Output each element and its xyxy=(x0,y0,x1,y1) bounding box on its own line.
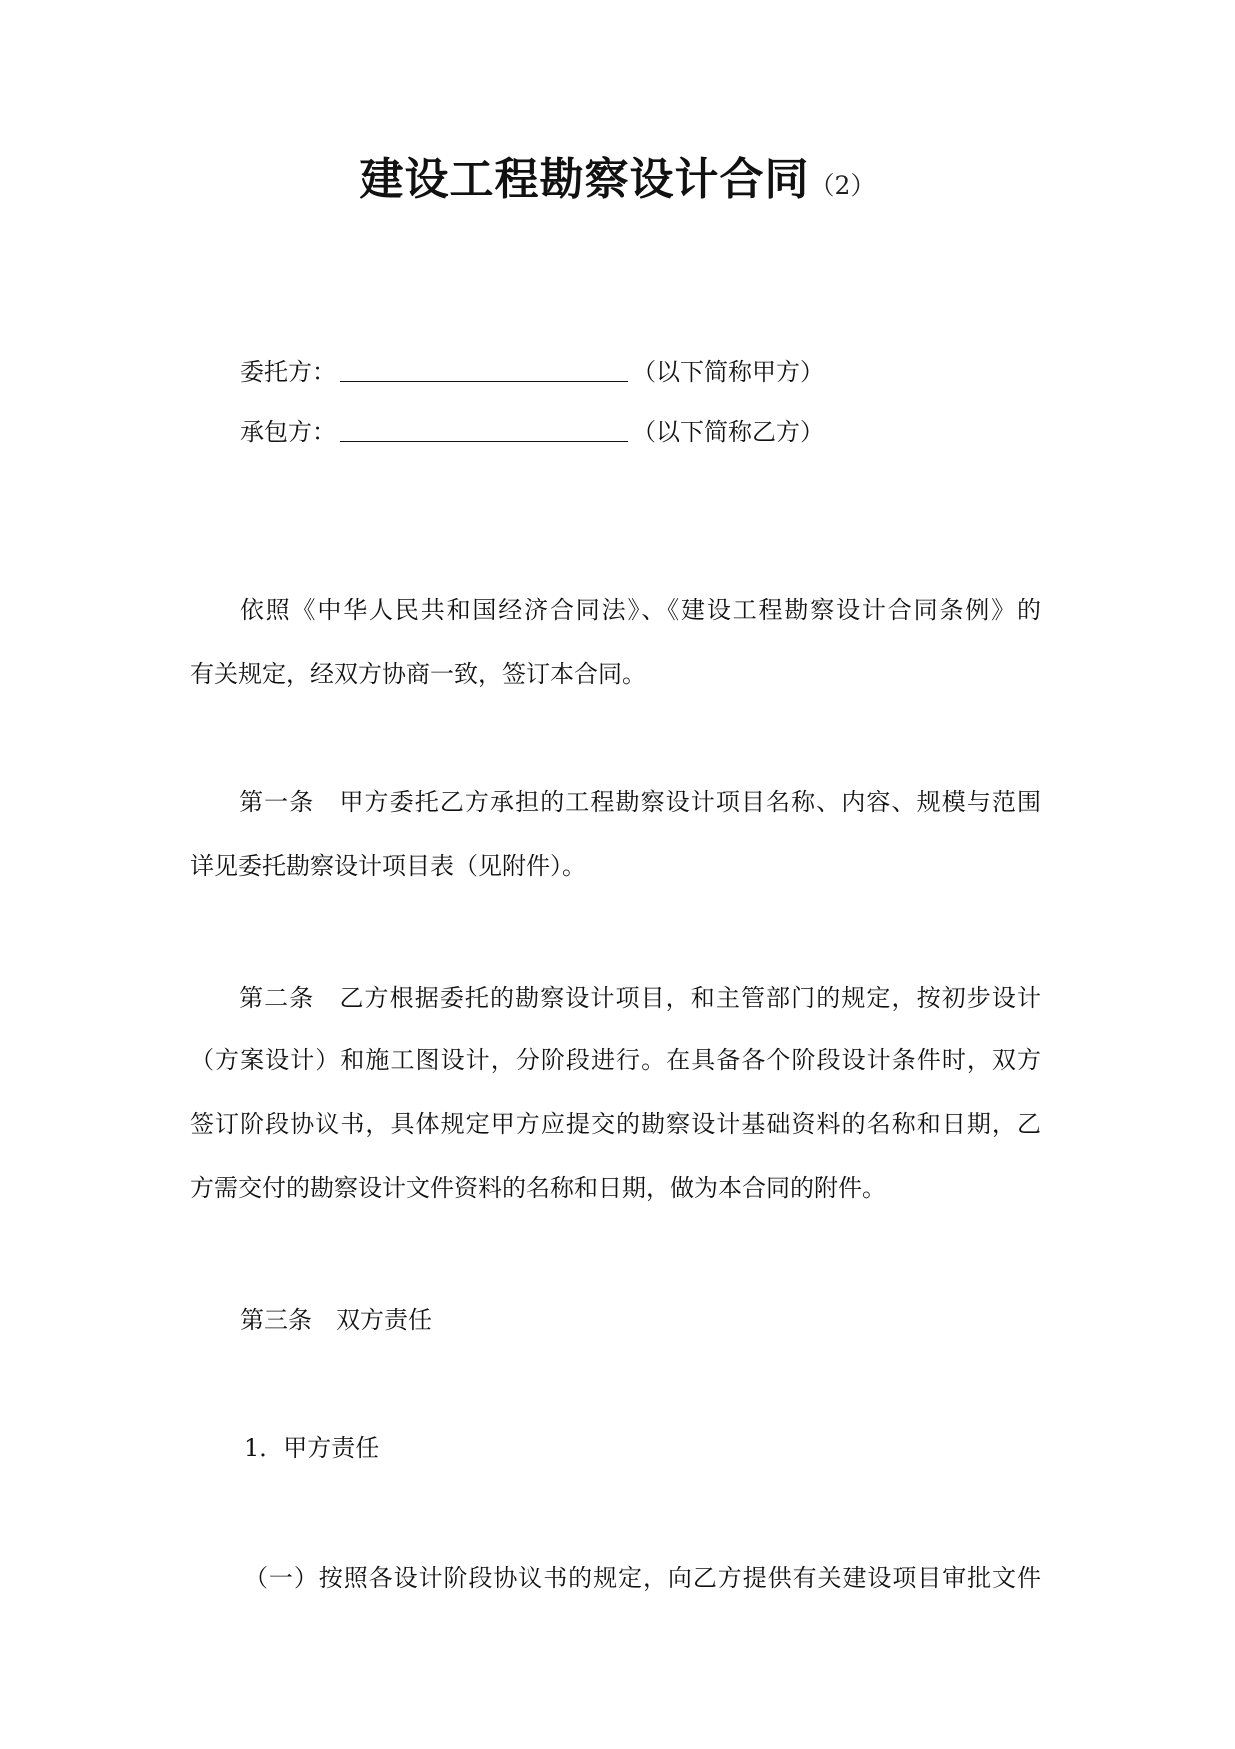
article-2-line-2 xyxy=(190,1042,1041,1078)
party-contractor-blank xyxy=(340,415,628,442)
article-1-line-1 xyxy=(190,784,1041,820)
party-contractor-label: 承包方： xyxy=(240,418,336,446)
article-2-line-4: 方需交付的勘察设计文件资料的名称和日期，做为本合同的附件。 xyxy=(190,1174,886,1202)
article-1-line-2: 详见委托勘察设计项目表（见附件）。 xyxy=(190,852,586,880)
article-3-heading: 第三条 xyxy=(240,1306,312,1334)
document-title xyxy=(0,150,1235,219)
party-client-note: （以下简称甲方） xyxy=(632,358,824,386)
party-client-label: 委托方： xyxy=(240,358,336,386)
title-main: 建设工程勘察设计合同 xyxy=(359,154,810,205)
article-3-item-1 xyxy=(244,1560,1041,1596)
party-contractor-line xyxy=(240,414,824,450)
article-1-text-1: 甲方委托乙方承担的工程勘察设计项目名称、内容、规模与范围 xyxy=(338,788,1041,816)
article-3-section-1: 1．甲方责任 xyxy=(244,1434,380,1462)
article-2-text-2: （方案设计）和施工图设计，分阶段进行。在具备各个阶段设计条件时，双方 xyxy=(190,1046,1041,1074)
preamble-text-1: 依照《中华人民共和国经济合同法》、《建设工程勘察设计合同条例》的 xyxy=(238,596,1041,624)
preamble-line-2: 有关规定，经双方协商一致，签订本合同。 xyxy=(190,660,646,688)
article-1-heading: 第一条 xyxy=(238,788,315,816)
party-contractor-note: （以下简称乙方） xyxy=(632,418,824,446)
preamble-line-1 xyxy=(190,592,1041,628)
article-2-text-3: 签订阶段协议书，具体规定甲方应提交的勘察设计基础资料的名称和日期，乙 xyxy=(190,1110,1041,1138)
party-client-line xyxy=(240,354,824,390)
article-3-title: 双方责任 xyxy=(336,1306,432,1334)
article-3-line xyxy=(240,1302,432,1338)
article-3-item-1-text: （一）按照各设计阶段协议书的规定，向乙方提供有关建设项目审批文件 xyxy=(244,1564,1041,1592)
article-2-line-1 xyxy=(190,980,1041,1016)
party-client-blank xyxy=(340,355,628,382)
title-suffix: （2） xyxy=(809,171,876,200)
article-2-heading: 第二条 xyxy=(238,984,315,1012)
article-2-text-1: 乙方根据委托的勘察设计项目，和主管部门的规定，按初步设计 xyxy=(338,984,1041,1012)
article-2-line-3 xyxy=(190,1106,1041,1142)
